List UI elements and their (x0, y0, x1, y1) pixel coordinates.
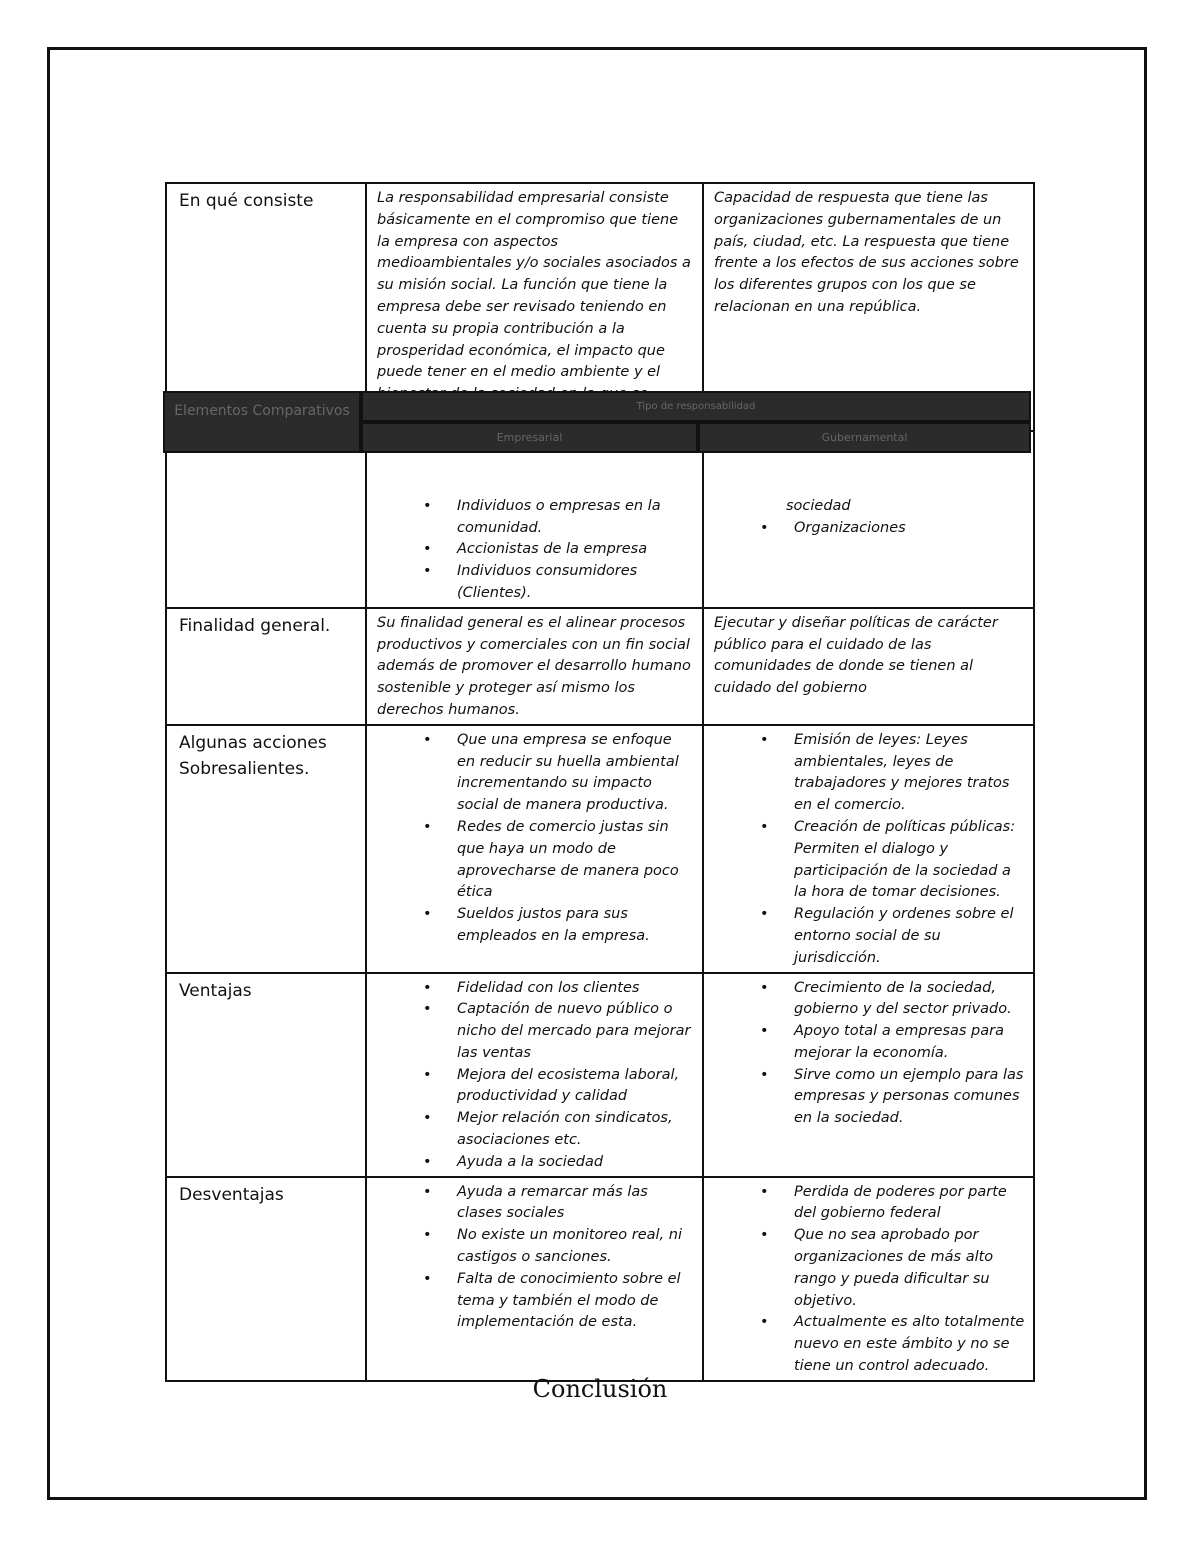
list-item: • Individuos o empresas en la comunidad. (457, 496, 694, 540)
cell-ventajas-gubernamental (703, 973, 1034, 1177)
cell-actores-gubernamental (703, 496, 1034, 608)
list-item: • Que no sea aprobado por organizaciones de más alto rango y pueda dificultar su objetivo. (794, 1225, 1025, 1312)
list-item: • Regulación y ordenes sobre el entorno social de su jurisdicción. (794, 904, 1025, 969)
header-tipo-responsabilidad: Tipo de responsabilidad (361, 391, 1031, 422)
row-label-acciones: Algunas acciones Sobresalientes. (166, 725, 366, 973)
header-gubernamental: Gubernamental (698, 422, 1031, 453)
header-elementos-comparativos: Elementos Comparativos (163, 391, 361, 453)
list-item: • Sueldos justos para sus empleados en la empresa. (457, 904, 694, 948)
table-header-overlay (163, 391, 1031, 453)
table-row (166, 973, 1034, 1177)
list-item: • Ayuda a la sociedad (457, 1152, 694, 1174)
row-label-finalidad: Finalidad general. (166, 608, 366, 725)
cell-finalidad-empresarial: Su finalidad general es el alinear procesos productivos y comerciales con un fin social además de promover el desarrollo humano sostenible y proteger así mismo los derechos humanos. (366, 608, 703, 725)
list-item: • Mejor relación con sindicatos, asociaciones etc. (457, 1108, 694, 1152)
list-item: • Captación de nuevo público o nicho del mercado para mejorar las ventas (457, 999, 694, 1064)
list-item: • Perdida de poderes por parte del gobierno federal (794, 1182, 1025, 1226)
row-label-actores (166, 496, 366, 608)
table-row (166, 1177, 1034, 1381)
cell-desventajas-empresarial (366, 1177, 703, 1381)
table-row (166, 608, 1034, 725)
cell-finalidad-gubernamental: Ejecutar y diseñar políticas de carácter público para el cuidado de las comunidades de donde se tienen al cuidado del gobierno (703, 608, 1034, 725)
cell-consiste-gubernamental: Capacidad de respuesta que tiene las organizaciones gubernamentales de un país, ciudad, etc. La respuesta que tiene frente a los efectos de sus acciones sobre los diferentes grupos con los que se relacionan en una república. (703, 183, 1034, 431)
header-empresarial: Empresarial (361, 422, 698, 453)
list-item: • Ayuda a remarcar más las clases sociales (457, 1182, 694, 1226)
table-row (166, 496, 1034, 608)
cell-desventajas-gubernamental (703, 1177, 1034, 1381)
list-item-tail: sociedad (786, 497, 851, 514)
list-item: • Creación de políticas públicas: Permiten el dialogo y participación de la sociedad a la hora de tomar decisiones. (794, 817, 1025, 904)
list-item: • Fidelidad con los clientes (457, 978, 694, 1000)
list-item: • Emisión de leyes: Leyes ambientales, leyes de trabajadores y mejores tratos en el comercio. (794, 730, 1025, 817)
list-item: • Mejora del ecosistema laboral, productividad y calidad (457, 1065, 694, 1109)
list-item: • Actualmente es alto totalmente nuevo en este ámbito y no se tiene un control adecuado. (794, 1312, 1025, 1377)
list-item: • Que una empresa se enfoque en reducir su huella ambiental incrementando su impacto social de manera productiva. (457, 730, 694, 817)
list-item: • Organizaciones (794, 518, 1025, 540)
list-item: • Individuos consumidores (Clientes). (457, 561, 694, 605)
list-item: • No existe un monitoreo real, ni castigos o sanciones. (457, 1225, 694, 1269)
conclusion-heading: Conclusión (532, 1375, 668, 1403)
list-item: • Crecimiento de la sociedad, gobierno y del sector privado. (794, 978, 1025, 1022)
list-item: • Redes de comercio justas sin que haya un modo de aprovecharse de manera poco ética (457, 817, 694, 904)
row-label-ventajas: Ventajas (166, 973, 366, 1177)
table-row (166, 725, 1034, 973)
list-item: • Accionistas de la empresa (457, 539, 694, 561)
row-label-consiste: En qué consiste (166, 183, 366, 431)
list-item: • Sirve como un ejemplo para las empresas y personas comunes en la sociedad. (794, 1065, 1025, 1130)
cell-acciones-gubernamental (703, 725, 1034, 973)
cell-acciones-empresarial (366, 725, 703, 973)
list-item: • Apoyo total a empresas para mejorar la economía. (794, 1021, 1025, 1065)
cell-actores-empresarial (366, 496, 703, 608)
cell-ventajas-empresarial (366, 973, 703, 1177)
comparison-table (165, 182, 1035, 1382)
list-item: • Falta de conocimiento sobre el tema y también el modo de implementación de esta. (457, 1269, 694, 1334)
cell-consiste-empresarial: La responsabilidad empresarial consiste básicamente en el compromiso que tiene la empresa con aspectos medioambientales y/o sociales asociados a su misión social. La función que tiene la empresa debe ser revisado teniendo en cuenta su propia contribución a la prosperidad económica, el impacto que puede tener en el medio ambiente y el (366, 183, 703, 431)
row-label-desventajas: Desventajas (166, 1177, 366, 1381)
